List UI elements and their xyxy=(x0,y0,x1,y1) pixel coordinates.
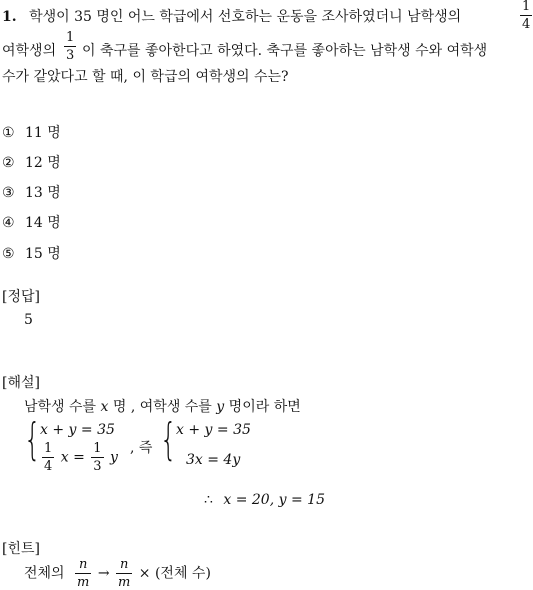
fraction-numerator: 1 xyxy=(93,441,102,456)
question-line-3: 수가 같았다고 할 때, 이 학급의 여학생의 수는? xyxy=(2,69,289,85)
choice-4[interactable] xyxy=(2,212,61,232)
choice-text: 13 명 xyxy=(25,185,61,201)
question-line-2-prefix: 여학생의 xyxy=(2,43,57,59)
answer-label: [정답] xyxy=(2,289,40,305)
choice-marker: ② xyxy=(2,155,15,171)
fraction-denominator: 4 xyxy=(44,459,53,474)
result-line xyxy=(204,492,325,508)
eq-end: y xyxy=(110,449,118,466)
choice-marker: ⑤ xyxy=(2,246,15,262)
intro-text-b: 명 , 여학생 수를 xyxy=(112,399,212,415)
choice-text: 11 명 xyxy=(25,125,61,141)
fraction-numerator: 1 xyxy=(44,441,53,456)
var-x: x xyxy=(100,399,109,415)
fraction-denominator: 3 xyxy=(93,459,102,474)
system1-eq2 xyxy=(40,442,118,473)
question-fraction-1 xyxy=(518,0,533,31)
left-brace-2: { xyxy=(160,414,177,465)
choice-marker: ① xyxy=(2,125,15,141)
choice-2[interactable] xyxy=(2,152,61,172)
fraction-numerator: 1 xyxy=(66,30,75,45)
eq-mid: x = xyxy=(60,449,85,466)
therefore-symbol: ∴ xyxy=(204,492,213,508)
choice-text: 12 명 xyxy=(25,155,61,171)
choice-1[interactable] xyxy=(2,122,61,142)
intro-text-a: 남학생 수를 xyxy=(24,399,97,415)
connector-text: , 즉 xyxy=(130,440,153,456)
fraction-numerator: n xyxy=(119,557,129,572)
fraction-numerator: n xyxy=(79,557,88,572)
hint-prefix: 전체의 xyxy=(24,565,65,582)
explanation-intro xyxy=(24,396,301,416)
choice-marker: ④ xyxy=(2,215,15,231)
system1-eq1: x + y = 35 xyxy=(40,422,115,438)
question-line-1 xyxy=(2,6,461,26)
choice-marker: ③ xyxy=(2,185,15,201)
fraction-denominator: 4 xyxy=(522,17,531,32)
var-y: y xyxy=(216,399,225,415)
choice-5[interactable] xyxy=(2,243,61,263)
intro-text-c: 명이라 하면 xyxy=(228,399,301,415)
question-text-1: 학생이 35 명인 어느 학급에서 선호하는 운동을 조사하였더니 남학생의 xyxy=(29,9,462,25)
hint-line xyxy=(24,558,211,589)
arrow-icon: → xyxy=(97,565,110,582)
left-brace-1: { xyxy=(24,414,41,465)
result-text: x = 20, y = 15 xyxy=(223,492,325,508)
question-number: 1. xyxy=(2,9,17,25)
fraction-numerator: 1 xyxy=(522,0,531,14)
question-line-2-suffix: 이 축구를 좋아한다고 하였다. 축구를 좋아하는 남학생 수와 여학생 xyxy=(82,43,488,59)
choice-text: 15 명 xyxy=(25,246,61,262)
fraction-denominator: m xyxy=(77,575,90,590)
choice-3[interactable] xyxy=(2,182,61,202)
explanation-label: [해설] xyxy=(2,375,40,391)
fraction-denominator: m xyxy=(118,575,131,590)
system2-eq2: 3x = 4y xyxy=(186,452,241,468)
question-fraction-2 xyxy=(62,31,78,62)
choice-text: 14 명 xyxy=(25,215,61,231)
hint-suffix: × (전체 수) xyxy=(138,565,211,582)
fraction-denominator: 3 xyxy=(66,48,75,63)
hint-label: [힌트] xyxy=(2,541,40,557)
system2-eq1: x + y = 35 xyxy=(176,422,251,438)
answer-value: 5 xyxy=(24,312,33,328)
